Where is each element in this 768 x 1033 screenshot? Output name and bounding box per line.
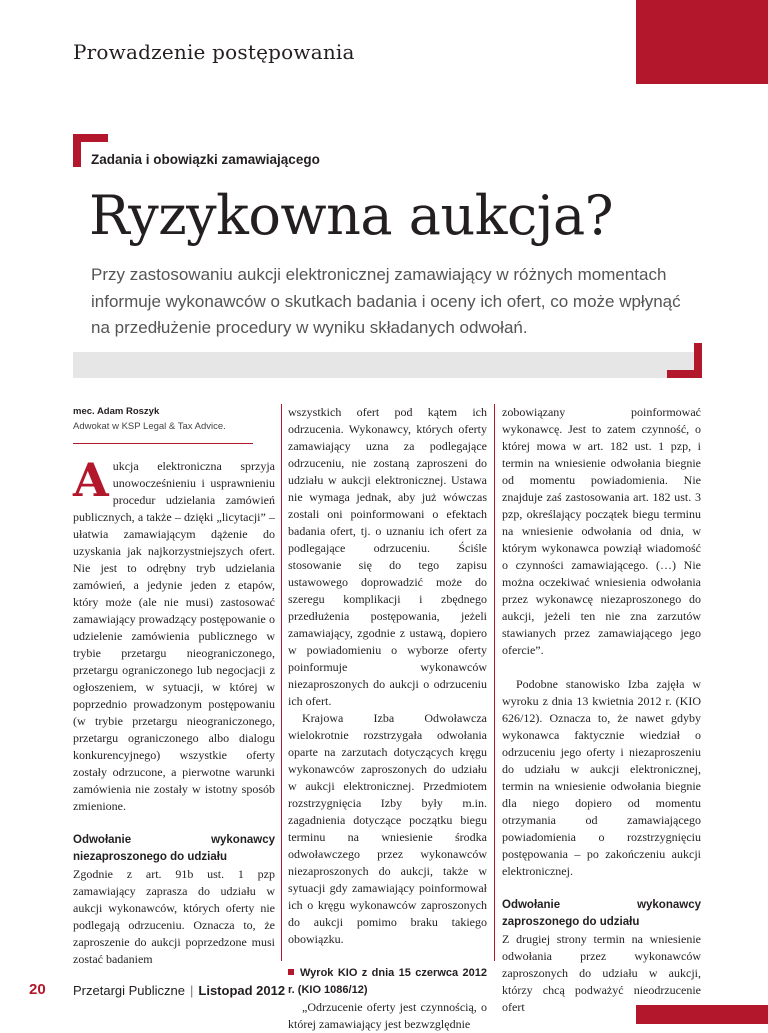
ruling-heading: Wyrok KIO z dnia 15 czerwca 2012 r. (KIO 1086/12) <box>288 967 487 996</box>
column-divider <box>494 404 495 961</box>
bracket-decoration-top-left-h <box>73 134 108 142</box>
article-title: Ryzykowna aukcja? <box>89 184 614 247</box>
author-affiliation: Adwokat w KSP Legal & Tax Advice. <box>73 421 226 432</box>
body-paragraph: wszystkich ofert pod kątem ich odrzucenia. Wykonawcy, których oferty zamawiający uzna za podlegające odrzuceniu, nie zostaną zaproszeni do udziału w aukcji elektronicznej. Ustawa nie wymaga jednak, aby już wówczas zostali oni poinformowani o efektach badania ofert, tj. o uznaniu ich ofert za podlegające odrzuceniu. Ściśle stosowanie się do tego zapisu ustawowego doprowadzić może do szeregu komplikacji i zbędnego przedłużenia postępowania, jeżeli zamawiający, zgodnie z ustawą, dopiero w powiadomieniu o wyborze oferty poinformuje wykonawców niezaproszonych do aukcji o odrzuceniu ich ofert. <box>288 405 487 708</box>
drop-cap: A <box>73 453 109 507</box>
article-lead: Przy zastosowaniu aukcji elektronicznej zamawiający w różnych momentach informuje wykonawców o skutkach badania i oceny ich ofert, co może wpłynąć na przedłużenie procedury w wyniku składanych odwołań. <box>91 265 681 337</box>
body-paragraph: Krajowa Izba Odwoławcza wielokrotnie rozstrzygała odwołania oparte na zarzutach dotyczących kręgu wykonawców zaproszonych do udziału w aukcji elektronicznej. Przedmiotem rozstrzygnięcia Izby były m.in. zagadnienia dotyczące początku biegu terminu na wniesienie środka odwoławczego przez wykonawców niezaproszonych do aukcji, także w sytuacji gdy zamawiający poinformował ich o kręgu wykonawców zaproszonych do aukcji pomimo braku takiego obowiązku. <box>288 711 487 946</box>
column-3 <box>502 404 701 1016</box>
body-paragraph: Podobne stanowisko Izba zajęła w wyroku z dnia 13 kwietnia 2012 r. (KIO 626/12). Oznacza to, że nawet gdyby wykonawca faktycznie wiedział o odrzuceniu jego oferty i niezaproszeniu do udziału w aukcji elektronicznej, termin na wniesienie odwołania biegnie dla niego dopiero od momentu otrzymania od zamawiającego powiadomienia o rozstrzygnięciu postępowania – po zakończeniu aukcji elektronicznej. <box>502 677 701 878</box>
subheading: Odwołanie wykonawcy zaproszonego do udziału <box>502 899 701 928</box>
page-number: 20 <box>29 981 46 998</box>
body-paragraph: zobowiązany poinformować wykonawcę. Jest to zatem czynność, o której mowa w art. 182 ust. 1 pzp, i termin na wniesienie odwołania biegnie od momentu powiadomienia. Nie znajduje zaś zastosowania art. 182 ust. 3 pzp, określający początek biegu terminu na wniesienie odwołania od dnia, w którym wykonawca powziął wiadomość o czynności zamawiającego. (…) Nie można oczekiwać wniesienia odwołania przez wykonawcę niezaproszonego do aukcji, jeżeli ten nie zna zarzutów stawianych przez zamawiającego jego ofercie”. <box>502 405 701 657</box>
bracket-decoration-bottom-right-h <box>667 370 702 378</box>
body-paragraph: „Odrzucenie oferty jest czynnością, o której zamawiający jest bezwzględnie <box>288 1000 487 1031</box>
column-1 <box>73 404 275 968</box>
column-2 <box>288 404 487 1033</box>
section-heading: Prowadzenie postępowania <box>73 40 355 64</box>
subheading: Odwołanie wykonawcy niezaproszonego do udziału <box>73 834 275 863</box>
red-corner-block-top <box>636 0 768 84</box>
footer-publication <box>73 983 285 998</box>
body-paragraph: Zgodnie z art. 91b ust. 1 pzp zamawiający zaprasza do udziału w aukcji wykonawców, których oferty nie podlegają odrzuceniu. Oznacza to, że zaproszenie do aukcji poprzedzone musi zostać badaniem <box>73 867 275 966</box>
red-corner-block-bottom <box>636 1005 768 1024</box>
article-kicker: Zadania i obowiązki zamawiającego <box>91 152 320 167</box>
author-rule <box>73 443 253 444</box>
column-divider <box>281 404 282 961</box>
issue-date: Listopad 2012 <box>198 983 286 998</box>
divider-bar <box>73 352 702 378</box>
footer-separator: | <box>190 983 194 998</box>
bullet-square-icon <box>288 969 294 975</box>
body-paragraph: Z drugiej strony termin na wniesienie odwołania przez wykonawców zaproszonych do udziału w aukcji, którzy chcą podważyć nieodrzucenie ofert <box>502 932 701 1014</box>
body-paragraph: Aukcja elektroniczna sprzyja unowocześnieniu i usprawnieniu procedur udzielania zamówień publicznych, a także – dzięki „licytacji” – ułatwia zamawiającym dążenie do uzyskania jak najkorzystniejszych ofert. Nie jest to odrębny tryb udzielania zamówień, a jedynie jeden z etapów, który może (ale nie musi) zastosować zamawiający prowadzący postępowanie o udzielenie zamówienia publicznego w trybie przetargu nieograniczonego, przetargu ograniczonego lub negocjacji z ogłoszeniem, w sytuacji, w której w poprzednio prowadzonym postępowaniu (w trybie przetargu nieograniczonego, przetargu ograniczonego albo dialogu konkurencyjnego) wszystkie oferty zostały odrzucone, a pierwotne warunki zamówienia nie zostały w istotny sposób zmienione. <box>73 453 275 813</box>
author-name: mec. Adam Roszyk <box>73 406 160 417</box>
publication-name: Przetargi Publiczne <box>73 983 185 998</box>
